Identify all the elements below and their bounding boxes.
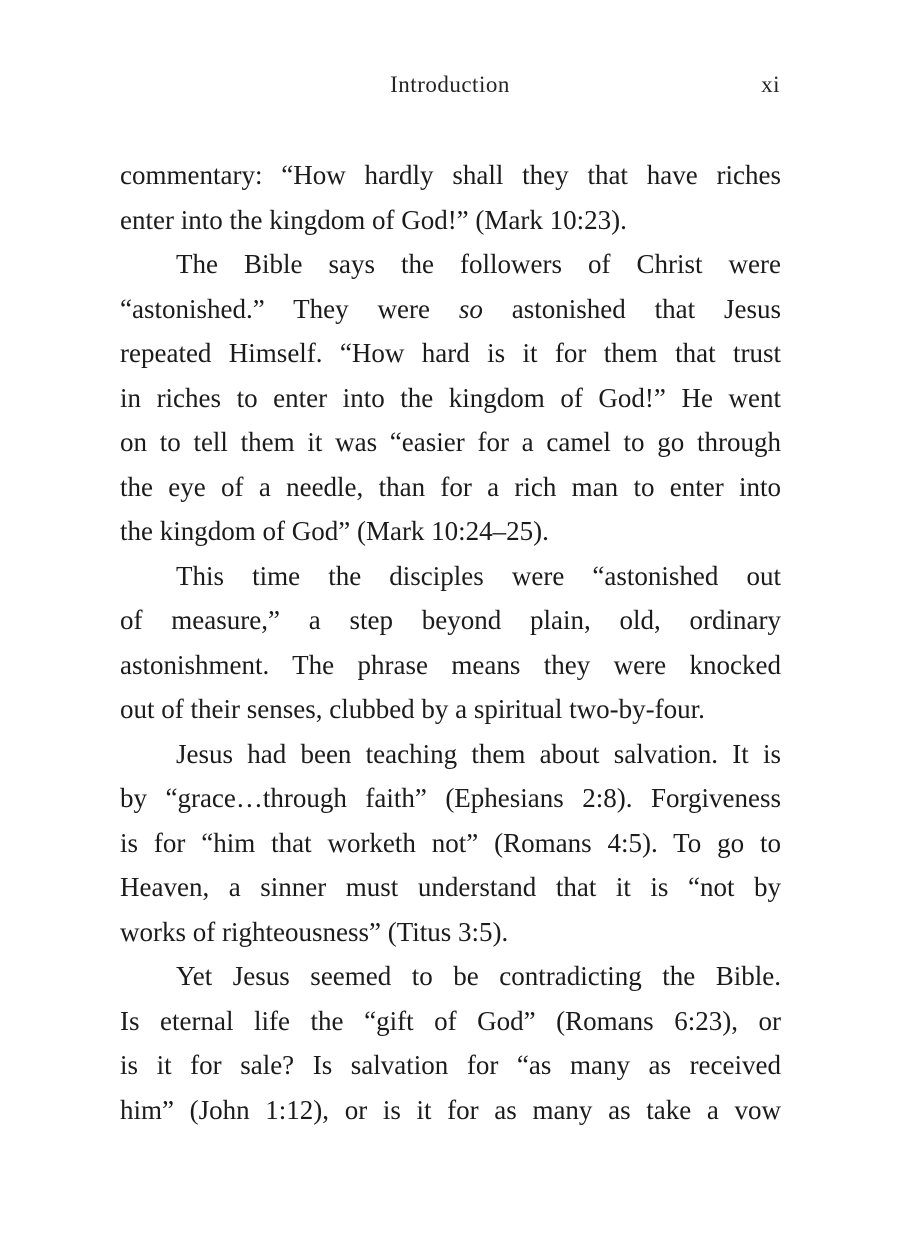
text-line	[120, 153, 781, 198]
text-run: commentary: “How hardly shall they that have riches	[120, 160, 781, 190]
text-line	[120, 1088, 781, 1133]
text-run: in riches to enter into the kingdom of God!” He went	[120, 382, 781, 413]
text-line	[120, 331, 781, 376]
text-run: is for “him that worketh not” (Romans 4:5). To go to	[120, 827, 781, 858]
text-run: out of their senses, clubbed by a spiritual two-by-four.	[120, 694, 705, 724]
text-line	[120, 821, 781, 866]
running-header	[120, 72, 780, 102]
text-run: Is eternal life the “gift of God” (Romans 6:23), or	[120, 1005, 781, 1036]
text-line	[120, 242, 781, 287]
text-run: enter into the kingdom of God!” (Mark 10:23).	[120, 204, 627, 235]
text-run: of measure,” a step beyond plain, old, ordinary	[120, 605, 781, 635]
text-run: by “grace…through faith” (Ephesians 2:8). Forgiveness	[120, 783, 781, 813]
text-line	[120, 554, 781, 599]
text-line	[120, 732, 781, 777]
paragraph	[120, 554, 781, 732]
text-line	[120, 1043, 781, 1088]
page-number: xi	[761, 72, 780, 97]
text-run: Yet Jesus seemed to be contradicting the Bible.	[176, 961, 781, 991]
text-run: This time the disciples were “astonished out	[176, 560, 781, 591]
text-line	[120, 420, 781, 465]
text-line	[120, 865, 781, 910]
body-text	[120, 153, 781, 1132]
text-run: astonishment. The phrase means they were knocked	[120, 649, 781, 680]
text-line	[120, 910, 781, 955]
paragraph	[120, 242, 781, 554]
paragraph	[120, 153, 781, 242]
text-line	[120, 999, 781, 1044]
text-run: Jesus had been teaching them about salvation. It is	[176, 738, 781, 769]
text-run: works of righteousness” (Titus 3:5).	[120, 916, 509, 947]
text-line	[120, 198, 781, 243]
text-run: The Bible says the followers of Christ were	[176, 249, 781, 279]
text-line	[120, 776, 781, 821]
text-line	[120, 376, 781, 421]
text-line	[120, 687, 781, 732]
text-line	[120, 287, 781, 332]
text-run: is it for sale? Is salvation for “as many as received	[120, 1050, 781, 1080]
text-line	[120, 954, 781, 999]
text-run: him” (John 1:12), or is it for as many as take a vow	[120, 1094, 781, 1125]
paragraph	[120, 732, 781, 955]
text-run: the eye of a needle, than for a rich man to enter into	[120, 471, 781, 502]
text-line	[120, 643, 781, 688]
chapter-title: Introduction	[390, 72, 510, 97]
italic-text-run: so	[458, 293, 483, 324]
text-line	[120, 509, 781, 554]
text-run: the kingdom of God” (Mark 10:24–25).	[120, 516, 549, 546]
text-line	[120, 598, 781, 643]
text-run: on to tell them it was “easier for a camel to go through	[120, 427, 781, 457]
text-run: “astonished.” They were	[120, 293, 459, 324]
text-run: repeated Himself. “How hard is it for them that trust	[120, 338, 781, 368]
text-line	[120, 465, 781, 510]
text-run: Heaven, a sinner must understand that it is “not by	[120, 872, 781, 902]
text-run: astonished that Jesus	[482, 293, 781, 324]
paragraph	[120, 954, 781, 1132]
